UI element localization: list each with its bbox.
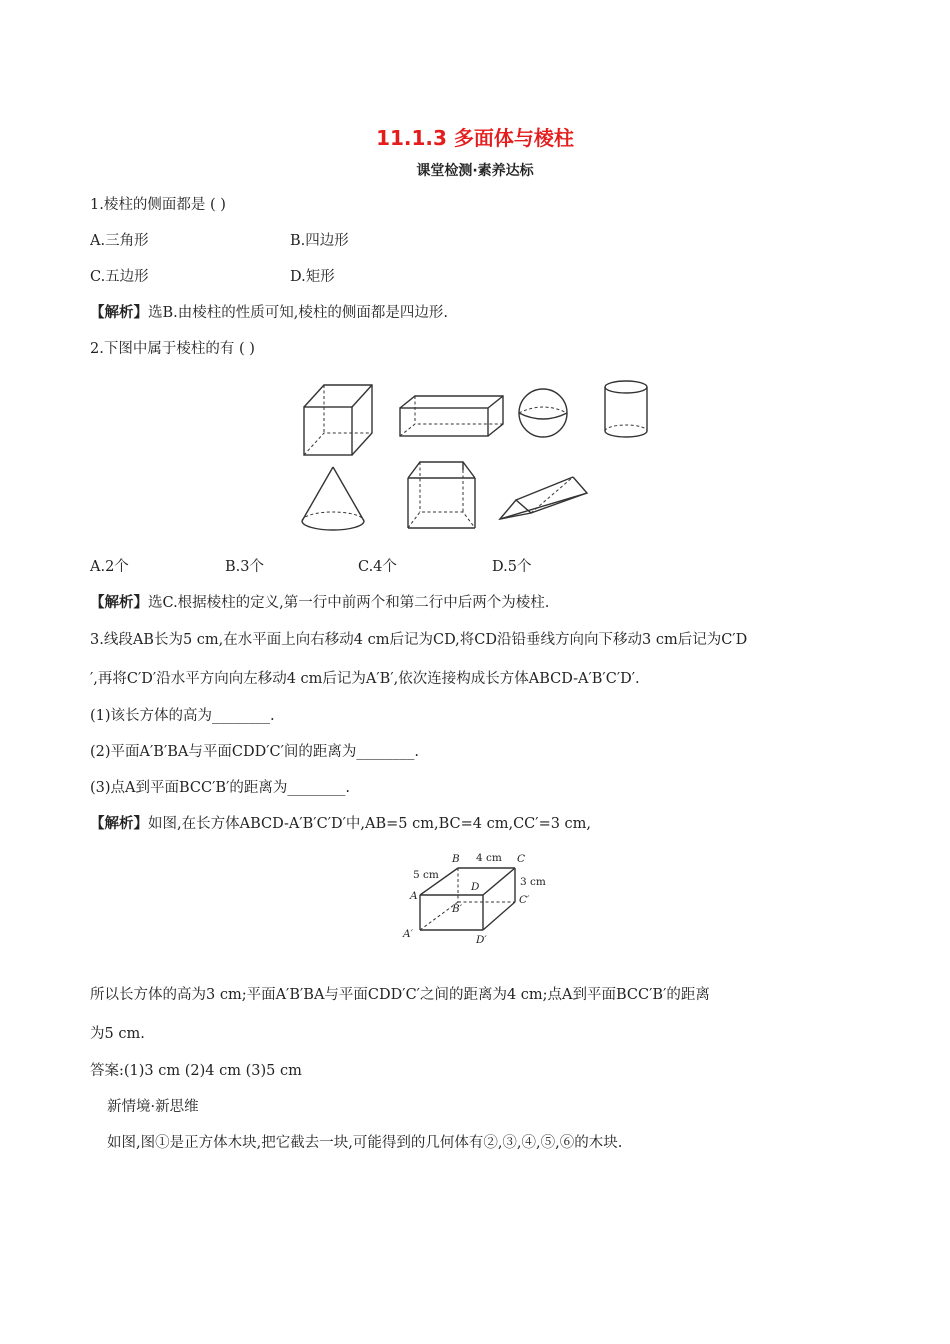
q3-stem-line2: ′,再将C′D′沿水平方向向左移动4 cm后记为A′B′,依次连接构成长方体ABCD-A′B′C′D′.	[90, 671, 640, 687]
q3-conclusion-line2: 为5 cm.	[90, 1026, 145, 1042]
q3-sub3: (3)点A到平面BCC′B′的距离为________.	[90, 780, 350, 796]
q3-answer: 答案:(1)3 cm (2)4 cm (3)5 cm	[90, 1063, 302, 1079]
label-c: C	[517, 853, 526, 865]
q1-option-c: C.五边形	[90, 269, 149, 285]
q3-conclusion-line1: 所以长方体的高为3 cm;平面A′B′BA与平面CDD′C′之间的距离为4 cm;点A到平面BCC′B′的距离	[90, 987, 710, 1003]
q3-analysis-tag: 【解析】	[90, 815, 148, 832]
extra-heading: 新情境·新思维	[107, 1099, 199, 1115]
q3-analysis	[90, 814, 591, 834]
sphere-figure	[519, 389, 567, 437]
cone-figure	[302, 467, 364, 530]
q1-analysis-text: 选B.由棱柱的性质可知,棱柱的侧面都是四边形.	[148, 305, 448, 321]
q1-option-b: B.四边形	[290, 233, 349, 249]
q3-stem-line1: 3.线段AB长为5 cm,在水平面上向右移动4 cm后记为CD,将CD沿铅垂线方向向下移动3 cm后记为C′D	[90, 632, 748, 648]
q2-analysis-text: 选C.根据棱柱的定义,第一行中前两个和第二行中后两个为棱柱.	[148, 595, 550, 611]
rectangular-prism-figure	[400, 396, 503, 436]
label-len-bc: 4 cm	[476, 852, 502, 864]
label-d: D	[471, 881, 480, 893]
label-len-cc: 3 cm	[520, 876, 546, 888]
cylinder-figure	[605, 381, 647, 437]
q3-sub2: (2)平面A′B′BA与平面CDD′C′间的距离为________.	[90, 744, 420, 760]
label-len-ab: 5 cm	[413, 869, 439, 881]
q2-option-c: C.4个	[358, 559, 397, 575]
q2-option-d: D.5个	[492, 559, 532, 575]
q3-analysis-text: 如图,在长方体ABCD-A′B′C′D′中,AB=5 cm,BC=4 cm,CC′=3 cm,	[148, 816, 592, 832]
extra-text: 如图,图①是正方体木块,把它截去一块,可能得到的几何体有②,③,④,⑤,⑥的木块.	[107, 1135, 623, 1151]
q1-stem: 1.棱柱的侧面都是 ( )	[90, 197, 226, 213]
page-title: 11.1.3 多面体与棱柱	[376, 126, 574, 150]
label-d-prime: D′	[476, 934, 487, 946]
label-b-prime: B′	[452, 903, 463, 915]
q3-sub1: (1)该长方体的高为________.	[90, 708, 275, 724]
q1-option-a: A.三角形	[90, 233, 149, 249]
page-subtitle: 课堂检测·素养达标	[416, 163, 534, 179]
label-a-prime: A′	[403, 928, 413, 940]
q1-analysis-tag: 【解析】	[90, 304, 148, 321]
q2-analysis	[90, 593, 549, 613]
triangular-prism-figure	[500, 477, 587, 519]
q2-analysis-tag: 【解析】	[90, 594, 148, 611]
q2-option-b: B.3个	[225, 559, 264, 575]
label-c-prime: C′	[519, 894, 530, 906]
q2-stem: 2.下图中属于棱柱的有 ( )	[90, 341, 255, 357]
label-a: A	[410, 890, 418, 902]
q2-option-a: A.2个	[90, 559, 129, 575]
label-b: B	[452, 853, 460, 865]
q1-option-d: D.矩形	[290, 269, 335, 285]
quadrangular-prism-figure	[408, 462, 475, 528]
cube-figure	[304, 385, 372, 455]
